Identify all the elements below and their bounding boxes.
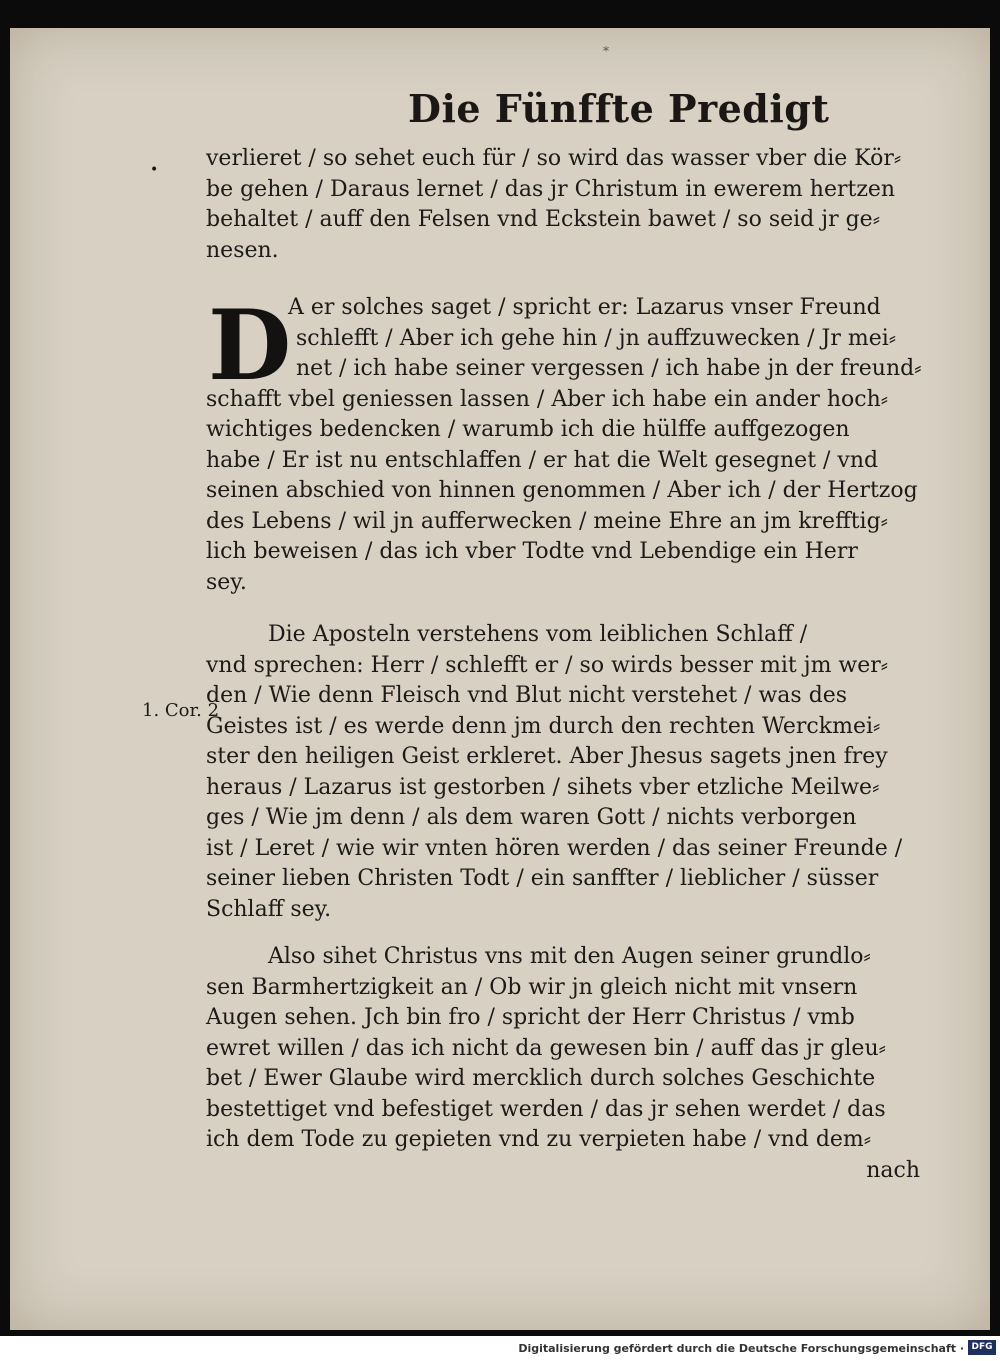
text-line: seiner lieben Christen Todt / ein sanffter / lieblicher / süsser (206, 866, 879, 891)
text-line: vnd sprechen: Herr / schlefft er / so wirds besser mit jm wer⸗ (206, 652, 889, 678)
text-line: heraus / Lazarus ist gestorben / sihets vber etzliche Meilwe⸗ (206, 774, 880, 800)
drop-cap-initial: D (208, 289, 292, 402)
text-line: Augen sehen. Jch bin fro / spricht der Herr Christus / vmb (206, 1005, 855, 1030)
text-line: den / Wie denn Fleisch vnd Blut nicht verstehet / was des (206, 683, 848, 708)
text-line: behaltet / auff den Felsen vnd Eckstein bawet / so seid jr ge⸗ (206, 207, 881, 232)
margin-bullet: • (150, 162, 159, 178)
text-line: ich dem Tode zu gepieten vnd zu verpieten habe / vnd dem⸗ (206, 1127, 872, 1152)
text-line: lich beweisen / das ich vber Todte vnd Lebendige ein Herr (206, 539, 858, 564)
text-line: A er solches saget / spricht er: Lazarus vnser Freund (288, 295, 881, 320)
paragraph-2 (206, 289, 928, 598)
text-line: nesen. (206, 237, 279, 263)
text-line: Die Aposteln verstehens vom leiblichen Schlaff / (268, 622, 808, 647)
text-line: bestettiget vnd befestiget werden / das jr sehen werdet / das (206, 1096, 886, 1122)
text-line: ewret willen / das ich nicht da gewesen bin / auff das jr gleu⸗ (206, 1035, 886, 1061)
text-line: Geistes ist / es werde denn jm durch den rechten Werckmei⸗ (206, 713, 881, 739)
text-line: bet / Ewer Glaube wird mercklich durch solches Geschichte (206, 1066, 876, 1091)
text-line: ist / Leret / wie wir vnten hören werden / das seiner Freunde / (206, 835, 903, 861)
text-line: habe / Er ist nu entschlaffen / er hat die Welt gesegnet / vnd (206, 447, 879, 473)
book-page (10, 28, 990, 1330)
text-line: des Lebens / wil jn aufferwecken / meine Ehre an jm krefftig⸗ (206, 508, 888, 534)
text-line: net / ich habe seiner vergessen / ich habe jn der freund⸗ (296, 356, 922, 381)
paragraph-1 (206, 144, 928, 266)
text-line: schafft vbel geniessen lassen / Aber ich habe ein ander hoch⸗ (206, 386, 889, 412)
text-line: ster den heiligen Geist erkleret. Aber Jhesus sagets jnen frey (206, 744, 888, 769)
text-line: seinen abschied von hinnen genommen / Aber ich / der Hertzog (206, 478, 918, 503)
text-line: sey. (206, 569, 247, 595)
dfg-credit-text: Digitalisierung gefördert durch die Deutsche Forschungsgemeinschaft · (518, 1342, 964, 1355)
paragraph-4 (206, 942, 928, 1186)
text-line: wichtiges bedencken / warumb ich die hülffe auffgezogen (206, 417, 850, 442)
running-head: Die Fünffte Predigt (408, 86, 830, 131)
page-mark: * (603, 44, 609, 58)
digitization-footer (0, 1336, 1000, 1361)
margin-note-reference: 1. Cor. 2 (142, 700, 220, 721)
text-line: schlefft / Aber ich gehe hin / jn auffzuwecken / Jr mei⸗ (296, 325, 897, 351)
text-line: ges / Wie jm denn / als dem waren Gott / nichts verborgen (206, 805, 857, 830)
catchword: nach (866, 1157, 920, 1183)
paragraph-3 (206, 620, 928, 925)
text-line: Schlaff sey. (206, 896, 332, 922)
text-line: Also sihet Christus vns mit den Augen seiner grundlo⸗ (268, 944, 871, 969)
text-line: be gehen / Daraus lernet / das jr Christum in ewerem hertzen (206, 176, 896, 202)
dfg-logo-icon: DFG (968, 1340, 996, 1355)
text-line: sen Barmhertzigkeit an / Ob wir jn gleich nicht mit vnsern (206, 974, 858, 1000)
text-line: verlieret / so sehet euch für / so wird das wasser vber die Kör⸗ (206, 146, 902, 171)
